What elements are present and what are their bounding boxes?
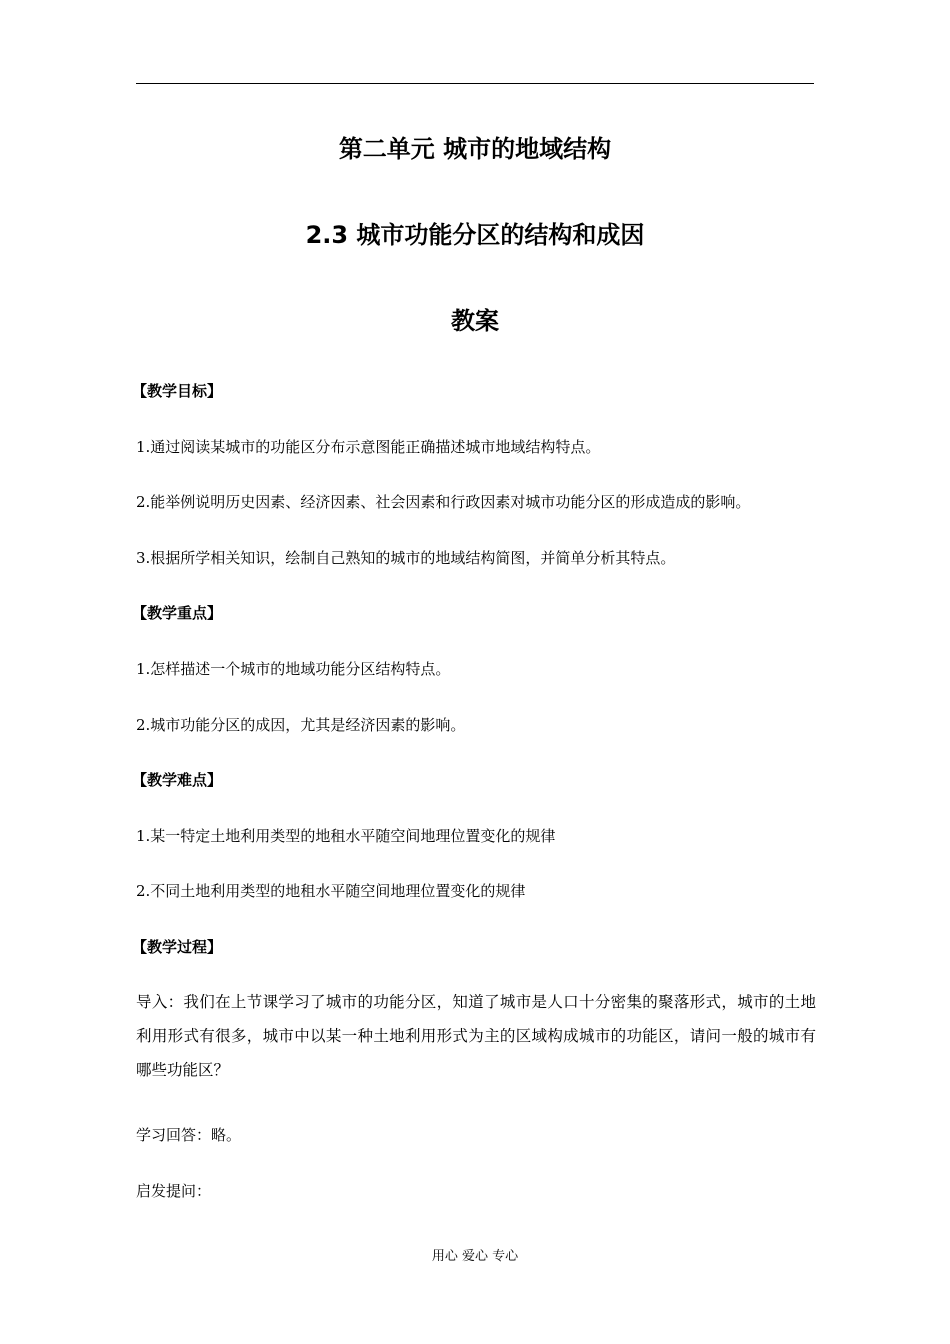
difficulty-item: 1.某一特定土地利用类型的地租水平随空间地理位置变化的规律 [136,827,556,845]
difficulty-item: 2.不同土地利用类型的地租水平随空间地理位置变化的规律 [136,882,526,900]
goal-item: 2.能举例说明历史因素、经济因素、社会因素和行政因素对城市功能分区的形成造成的影响。 [136,493,751,511]
process-question: 启发提问： [136,1182,212,1200]
key-point-item: 1.怎样描述一个城市的地域功能分区结构特点。 [136,660,451,678]
process-intro: 导入：我们在上节课学习了城市的功能分区，知道了城市是人口十分密集的聚落形式，城市的土地利用形式有很多，城市中以某一种土地利用形式为主的区域构成城市的功能区，请问一般的城市有哪些功能区？ [136,993,816,1079]
lesson-title: 2.3 城市功能分区的结构和成因 [305,221,645,249]
difficulties-heading: 【教学难点】 [132,771,223,789]
process-heading: 【教学过程】 [132,938,223,956]
unit-title: 第二单元 城市的地域结构 [338,135,612,163]
key-points-heading: 【教学重点】 [132,604,223,622]
page-footer: 用心 爱心 专心 [431,1249,519,1264]
goal-item: 3.根据所学相关知识，绘制自己熟知的城市的地域结构简图，并简单分析其特点。 [136,549,676,567]
document-type-title: 教案 [451,307,499,335]
header-rule [136,83,814,84]
goal-item: 1.通过阅读某城市的功能区分布示意图能正确描述城市地域结构特点。 [136,438,601,456]
goals-heading: 【教学目标】 [132,382,223,400]
key-point-item: 2.城市功能分区的成因，尤其是经济因素的影响。 [136,716,466,734]
process-answer: 学习回答：略。 [136,1126,242,1144]
